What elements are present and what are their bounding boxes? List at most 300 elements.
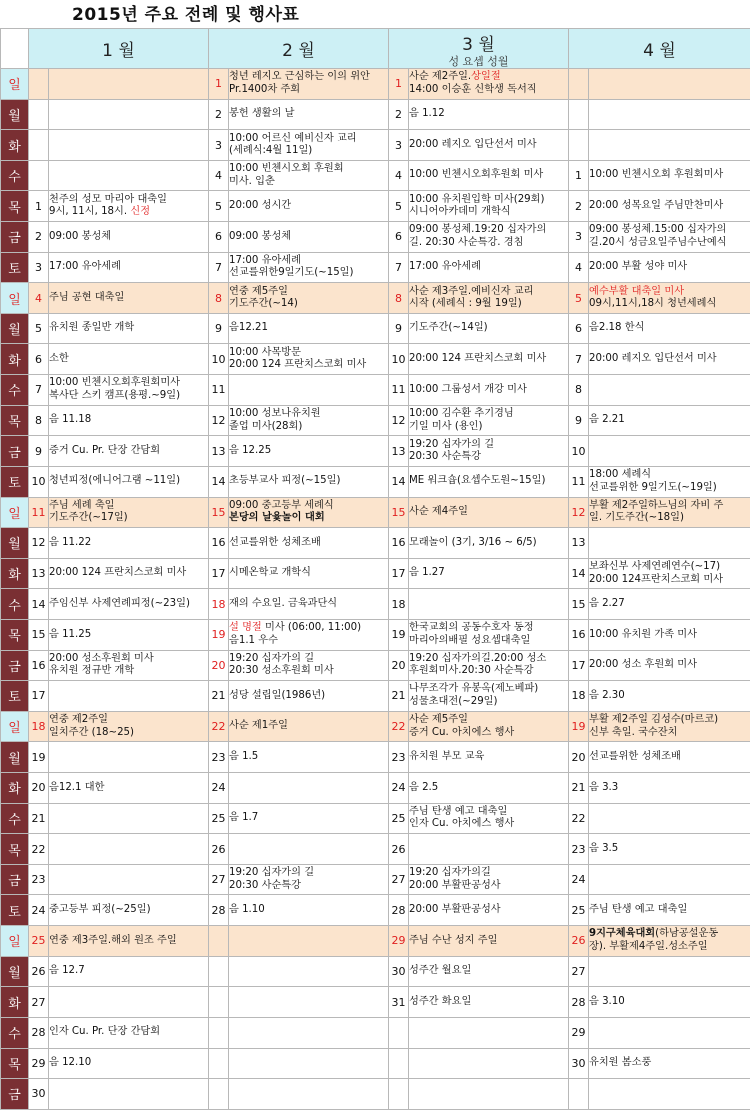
event-text: 10:00 유치원 가족 미사 bbox=[589, 628, 697, 640]
event-cell bbox=[589, 742, 750, 773]
day-number bbox=[29, 160, 49, 191]
event-cell bbox=[589, 558, 750, 589]
day-number: 4 bbox=[569, 252, 589, 283]
event-line bbox=[49, 206, 208, 219]
day-number: 13 bbox=[389, 436, 409, 467]
day-number: 22 bbox=[389, 711, 409, 742]
weekday-cell: 금 bbox=[1, 650, 29, 681]
event-text-highlight: 설 명절 bbox=[229, 622, 262, 634]
event-line bbox=[589, 659, 750, 672]
weekday-cell: 월 bbox=[1, 956, 29, 987]
day-number: 18 bbox=[209, 589, 229, 620]
event-line bbox=[229, 133, 388, 146]
event-line bbox=[229, 408, 388, 421]
event-cell bbox=[49, 69, 209, 100]
event-text: 19:20 십자가의 길 bbox=[409, 438, 495, 450]
event-text: 초등부교사 피정(~15일) bbox=[229, 475, 341, 487]
event-text: 모래놀이 (3기, 3/16 ~ 6/5) bbox=[409, 536, 537, 548]
day-number: 29 bbox=[29, 1048, 49, 1079]
event-cell bbox=[229, 1048, 389, 1079]
event-text: 마리아의배필 성요셉대축일 bbox=[409, 634, 531, 646]
day-number: 19 bbox=[389, 619, 409, 650]
event-text: 시니어아카데미 개학식 bbox=[409, 206, 511, 218]
event-cell bbox=[229, 130, 389, 161]
event-line bbox=[409, 622, 568, 635]
table-row bbox=[1, 497, 750, 528]
event-cell bbox=[229, 436, 389, 467]
event-line bbox=[409, 84, 568, 97]
event-cell bbox=[49, 1048, 209, 1079]
event-text: 선교를위한 성체조배 bbox=[589, 750, 681, 762]
event-text: 선교를위한 9일기도(~19일) bbox=[589, 481, 717, 493]
event-line bbox=[49, 231, 208, 244]
event-cell bbox=[409, 558, 569, 589]
event-cell bbox=[409, 1017, 569, 1048]
weekday-cell: 일 bbox=[1, 283, 29, 314]
event-cell bbox=[409, 589, 569, 620]
table-row bbox=[1, 99, 750, 130]
weekday-cell: 수 bbox=[1, 803, 29, 834]
event-cell bbox=[49, 864, 209, 895]
event-text: 09:00 봉성체 bbox=[49, 230, 112, 242]
day-number: 23 bbox=[569, 834, 589, 865]
event-text: 19:20 십자가의 길 bbox=[229, 652, 315, 664]
event-line bbox=[229, 267, 388, 280]
day-number: 10 bbox=[209, 344, 229, 375]
event-cell bbox=[409, 69, 569, 100]
event-line bbox=[229, 322, 388, 335]
table-row bbox=[1, 130, 750, 161]
event-text: 10:00 유치원입학 미사(29회) bbox=[409, 193, 545, 205]
event-cell bbox=[589, 619, 750, 650]
day-number: 19 bbox=[29, 742, 49, 773]
month-header-row bbox=[1, 29, 750, 69]
day-number: 14 bbox=[209, 466, 229, 497]
event-cell bbox=[409, 834, 569, 865]
day-number bbox=[569, 1079, 589, 1110]
event-line bbox=[589, 690, 750, 703]
day-number: 26 bbox=[569, 926, 589, 957]
event-line bbox=[409, 635, 568, 648]
table-row bbox=[1, 803, 750, 834]
day-number: 17 bbox=[569, 650, 589, 681]
event-text: 천주의 성모 마리아 대축일 bbox=[49, 193, 167, 205]
event-text: 음 11.25 bbox=[49, 628, 92, 640]
event-text: 재의 수요일. 금육과단식 bbox=[229, 597, 338, 609]
event-text: 10:00 빈첸시오회 후원회미사 bbox=[589, 169, 724, 181]
event-text: 일치주간 (18~25) bbox=[49, 726, 135, 738]
event-line bbox=[409, 108, 568, 121]
day-number: 11 bbox=[209, 375, 229, 406]
event-text: 20:00 124 프란치스코회 미사 bbox=[49, 567, 187, 579]
table-row bbox=[1, 895, 750, 926]
event-cell bbox=[49, 99, 209, 130]
event-text: 18:00 세례식 bbox=[589, 469, 652, 481]
event-cell bbox=[229, 619, 389, 650]
day-number: 24 bbox=[209, 773, 229, 804]
event-text: 음1.1 우수 bbox=[229, 634, 278, 646]
event-cell bbox=[409, 313, 569, 344]
day-number: 10 bbox=[29, 466, 49, 497]
event-line bbox=[409, 696, 568, 709]
day-number: 18 bbox=[569, 681, 589, 712]
event-line bbox=[229, 622, 388, 635]
event-text: 연중 제2주일 bbox=[49, 714, 108, 726]
event-text: 20:00 레지오 입단선서 미사 bbox=[589, 353, 717, 365]
event-text: 유치원 부모 교육 bbox=[409, 750, 485, 762]
event-cell bbox=[49, 497, 209, 528]
event-line bbox=[229, 200, 388, 213]
event-text: 연중 제5주일 bbox=[229, 285, 288, 297]
weekday-cell: 월 bbox=[1, 99, 29, 130]
event-text: 주님 공현 대축일 bbox=[49, 291, 125, 303]
event-cell bbox=[589, 987, 750, 1018]
day-number: 28 bbox=[209, 895, 229, 926]
event-line bbox=[49, 904, 208, 917]
event-line bbox=[409, 867, 568, 880]
event-line bbox=[589, 200, 750, 213]
event-cell bbox=[589, 528, 750, 559]
day-number bbox=[569, 99, 589, 130]
day-number: 13 bbox=[29, 558, 49, 589]
event-cell bbox=[589, 344, 750, 375]
day-number: 27 bbox=[29, 987, 49, 1018]
event-text: 성당 설립일(1986년) bbox=[229, 689, 326, 701]
event-text: 20:00 성소 후원회 미사 bbox=[589, 659, 697, 671]
event-line bbox=[229, 812, 388, 825]
month-label: 2 월 bbox=[282, 41, 315, 61]
event-text: 음 2.30 bbox=[589, 689, 625, 701]
day-number: 15 bbox=[389, 497, 409, 528]
month-header-4 bbox=[569, 29, 750, 69]
event-text: 길. 20:30 사순특강. 경침 bbox=[409, 236, 524, 248]
event-text: 주님 탄생 예고 대축일 bbox=[589, 904, 688, 915]
page-title: 2015년 주요 전례 및 행사표 bbox=[72, 5, 300, 25]
month-header-2 bbox=[209, 29, 389, 69]
event-text: 음 11.18 bbox=[49, 414, 92, 426]
event-line bbox=[409, 714, 568, 727]
event-line bbox=[409, 665, 568, 678]
table-row bbox=[1, 405, 750, 436]
event-cell bbox=[229, 1017, 389, 1048]
event-line bbox=[49, 1026, 208, 1039]
day-number: 3 bbox=[569, 222, 589, 253]
day-number: 17 bbox=[209, 558, 229, 589]
day-number: 1 bbox=[209, 69, 229, 100]
day-number: 10 bbox=[389, 344, 409, 375]
event-cell bbox=[229, 711, 389, 742]
event-text: 소한 bbox=[49, 353, 69, 365]
event-line bbox=[229, 500, 388, 513]
event-cell bbox=[409, 252, 569, 283]
event-line bbox=[229, 537, 388, 550]
event-cell bbox=[409, 497, 569, 528]
day-number: 29 bbox=[389, 926, 409, 957]
event-cell bbox=[589, 834, 750, 865]
table-row bbox=[1, 252, 750, 283]
event-text: 20:00 부활 성야 미사 bbox=[589, 261, 688, 273]
table-row bbox=[1, 344, 750, 375]
day-number: 10 bbox=[569, 436, 589, 467]
event-cell bbox=[409, 681, 569, 712]
event-line bbox=[589, 224, 750, 237]
table-row bbox=[1, 1017, 750, 1048]
event-cell bbox=[589, 130, 750, 161]
day-number bbox=[569, 130, 589, 161]
day-number: 8 bbox=[29, 405, 49, 436]
event-line bbox=[49, 782, 208, 795]
event-line bbox=[409, 935, 568, 948]
event-cell bbox=[49, 803, 209, 834]
table-row bbox=[1, 926, 750, 957]
day-number: 19 bbox=[209, 619, 229, 650]
day-number: 28 bbox=[29, 1017, 49, 1048]
day-number: 11 bbox=[389, 375, 409, 406]
day-number: 6 bbox=[209, 222, 229, 253]
event-line bbox=[49, 475, 208, 488]
event-cell bbox=[49, 191, 209, 222]
event-line bbox=[49, 935, 208, 948]
day-number: 11 bbox=[569, 466, 589, 497]
table-row bbox=[1, 283, 750, 314]
event-cell bbox=[589, 681, 750, 712]
event-line bbox=[49, 414, 208, 427]
day-number: 13 bbox=[209, 436, 229, 467]
event-cell bbox=[589, 589, 750, 620]
event-line bbox=[49, 353, 208, 366]
day-number: 5 bbox=[569, 283, 589, 314]
weekday-cell: 목 bbox=[1, 834, 29, 865]
weekday-cell: 수 bbox=[1, 375, 29, 406]
event-cell bbox=[589, 466, 750, 497]
weekday-cell: 일 bbox=[1, 69, 29, 100]
day-number: 25 bbox=[389, 803, 409, 834]
event-text: 9시, 11시, 18시. bbox=[49, 206, 128, 218]
event-line bbox=[409, 71, 568, 84]
event-line bbox=[589, 469, 750, 482]
day-number: 11 bbox=[29, 497, 49, 528]
day-number: 20 bbox=[29, 773, 49, 804]
table-row bbox=[1, 956, 750, 987]
day-number: 22 bbox=[569, 803, 589, 834]
event-line bbox=[229, 867, 388, 880]
event-cell bbox=[229, 313, 389, 344]
event-cell bbox=[409, 742, 569, 773]
event-cell bbox=[229, 375, 389, 406]
weekday-cell: 화 bbox=[1, 773, 29, 804]
event-text: 10:00 빈첸시오회후원회 미사 bbox=[409, 169, 544, 181]
event-cell bbox=[409, 864, 569, 895]
table-row bbox=[1, 436, 750, 467]
day-number bbox=[209, 987, 229, 1018]
event-cell bbox=[229, 344, 389, 375]
event-text: ME 워크숍(요셉수도원~15일) bbox=[409, 475, 546, 487]
event-cell bbox=[589, 313, 750, 344]
day-number: 4 bbox=[209, 160, 229, 191]
event-cell bbox=[589, 99, 750, 130]
event-text: 09:00 중고등부 세례식 bbox=[229, 499, 334, 511]
day-number: 18 bbox=[29, 711, 49, 742]
day-number: 3 bbox=[389, 130, 409, 161]
day-number: 4 bbox=[389, 160, 409, 191]
event-cell bbox=[589, 283, 750, 314]
day-number: 16 bbox=[209, 528, 229, 559]
event-cell bbox=[49, 436, 209, 467]
event-cell bbox=[229, 803, 389, 834]
event-cell bbox=[589, 1079, 750, 1110]
event-cell bbox=[409, 956, 569, 987]
event-cell bbox=[409, 1048, 569, 1079]
event-line bbox=[49, 261, 208, 274]
event-text: 음 3.3 bbox=[589, 781, 619, 793]
event-text: 17:00 유아세례 bbox=[409, 261, 481, 273]
day-number: 8 bbox=[209, 283, 229, 314]
event-line bbox=[229, 880, 388, 893]
event-cell bbox=[49, 987, 209, 1018]
event-cell bbox=[409, 926, 569, 957]
event-text: 20:30 성소후원회 미사 bbox=[229, 665, 334, 677]
event-text: 20:00 124 프란치스코회 미사 bbox=[229, 359, 367, 371]
day-number: 7 bbox=[389, 252, 409, 283]
event-cell bbox=[49, 222, 209, 253]
event-text: 인자 Cu. 아치에스 행사 bbox=[409, 818, 515, 830]
event-line bbox=[409, 965, 568, 978]
day-number bbox=[209, 1017, 229, 1048]
event-text: 10:00 그룹성서 개강 미사 bbox=[409, 383, 527, 395]
day-number: 1 bbox=[569, 160, 589, 191]
event-text: 중고등부 피정(~25일) bbox=[49, 904, 151, 915]
event-text: 19:20 십자가의길.20:00 성소 bbox=[409, 652, 547, 664]
day-number: 6 bbox=[29, 344, 49, 375]
event-line bbox=[409, 537, 568, 550]
event-text: 봉헌 생활의 날 bbox=[229, 108, 295, 120]
event-text: 09:00 봉성체.15:00 십자가의 bbox=[589, 224, 727, 236]
event-text: 부활 제2주일하느님의 자비 주 bbox=[589, 499, 724, 511]
event-cell bbox=[409, 803, 569, 834]
event-cell bbox=[589, 69, 750, 100]
day-number bbox=[389, 1048, 409, 1079]
day-number: 20 bbox=[389, 650, 409, 681]
event-line bbox=[589, 353, 750, 366]
event-text: 한국교회의 공동수호자 동정 bbox=[409, 622, 534, 634]
event-cell bbox=[409, 987, 569, 1018]
event-text: 음12.1 대한 bbox=[49, 781, 105, 793]
event-cell bbox=[49, 773, 209, 804]
day-number: 25 bbox=[29, 926, 49, 957]
event-cell bbox=[229, 222, 389, 253]
event-line bbox=[409, 904, 568, 917]
event-cell bbox=[409, 711, 569, 742]
event-text: 사순 제1주일 bbox=[229, 720, 288, 732]
event-cell bbox=[49, 405, 209, 436]
event-text: 음 1.5 bbox=[229, 750, 259, 762]
day-number: 21 bbox=[389, 681, 409, 712]
event-line bbox=[229, 286, 388, 299]
event-cell bbox=[409, 1079, 569, 1110]
event-cell bbox=[589, 436, 750, 467]
day-number: 16 bbox=[569, 619, 589, 650]
day-number: 30 bbox=[569, 1048, 589, 1079]
event-cell bbox=[409, 99, 569, 130]
event-text: 20:00 성소후원회 미사 bbox=[49, 652, 154, 664]
event-line bbox=[229, 751, 388, 764]
event-cell bbox=[49, 313, 209, 344]
event-line bbox=[229, 512, 388, 525]
event-cell bbox=[49, 344, 209, 375]
event-text: 사순 제3주일.예비신자 교리 bbox=[409, 285, 534, 297]
event-cell bbox=[49, 160, 209, 191]
day-number bbox=[29, 130, 49, 161]
table-row bbox=[1, 711, 750, 742]
event-cell bbox=[409, 619, 569, 650]
event-text: 기도주간(~14) bbox=[229, 298, 298, 310]
event-cell bbox=[229, 99, 389, 130]
day-number bbox=[209, 1048, 229, 1079]
weekday-cell: 토 bbox=[1, 466, 29, 497]
event-text: (하남공설운동 bbox=[655, 928, 719, 940]
event-line bbox=[229, 421, 388, 434]
table-row bbox=[1, 191, 750, 222]
event-line bbox=[589, 322, 750, 335]
event-text: 음 12.10 bbox=[49, 1057, 92, 1069]
event-text: 사순 제2주일. bbox=[409, 71, 472, 83]
day-number: 1 bbox=[389, 69, 409, 100]
event-line bbox=[229, 635, 388, 648]
event-cell bbox=[49, 650, 209, 681]
weekday-cell: 금 bbox=[1, 864, 29, 895]
event-cell bbox=[229, 987, 389, 1018]
event-cell bbox=[49, 589, 209, 620]
day-number: 20 bbox=[569, 742, 589, 773]
weekday-cell: 화 bbox=[1, 987, 29, 1018]
event-cell bbox=[229, 283, 389, 314]
event-cell bbox=[589, 160, 750, 191]
event-cell bbox=[49, 466, 209, 497]
event-cell bbox=[229, 681, 389, 712]
day-number: 21 bbox=[209, 681, 229, 712]
event-cell bbox=[589, 375, 750, 406]
event-text: 선교를위한 성체조배 bbox=[229, 536, 321, 548]
event-text: 음 1.12 bbox=[409, 108, 445, 120]
event-cell bbox=[409, 222, 569, 253]
event-text: 10:00 빈첸시오회후원회미사 bbox=[49, 377, 181, 389]
event-cell bbox=[409, 436, 569, 467]
event-text: 주님 탄생 예고 대축일 bbox=[409, 805, 508, 817]
table-row bbox=[1, 528, 750, 559]
day-number: 26 bbox=[29, 956, 49, 987]
weekday-cell: 토 bbox=[1, 681, 29, 712]
event-line bbox=[49, 194, 208, 207]
day-number: 7 bbox=[29, 375, 49, 406]
event-cell bbox=[229, 864, 389, 895]
event-line bbox=[49, 512, 208, 525]
event-text: 음 2.5 bbox=[409, 781, 439, 793]
event-cell bbox=[49, 1079, 209, 1110]
event-cell bbox=[589, 252, 750, 283]
event-line bbox=[409, 451, 568, 464]
day-number bbox=[29, 99, 49, 130]
day-number: 31 bbox=[389, 987, 409, 1018]
event-text: 10:00 빈첸시오회 후원회 bbox=[229, 163, 344, 175]
day-number: 21 bbox=[569, 773, 589, 804]
event-text: 부활 제2주일 김성수(마르코) bbox=[589, 714, 719, 726]
event-cell bbox=[589, 864, 750, 895]
event-line bbox=[49, 1057, 208, 1070]
event-text: 성물초대전(~29일) bbox=[409, 695, 498, 707]
event-text: 음 1.27 bbox=[409, 567, 445, 579]
schedule-table bbox=[0, 28, 750, 1110]
event-line bbox=[409, 818, 568, 831]
